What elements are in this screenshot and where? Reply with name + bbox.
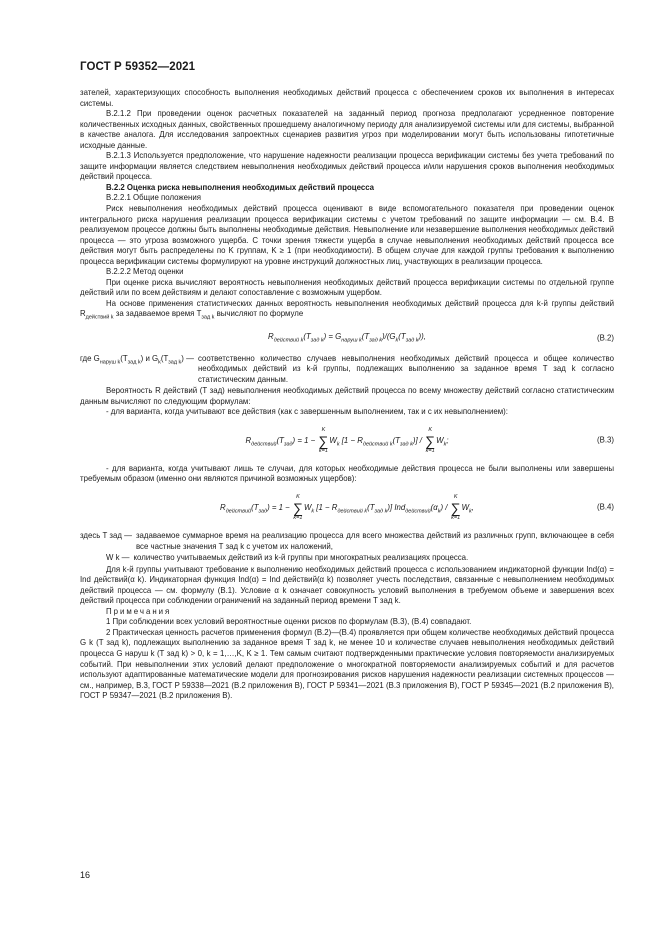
paragraph: - для варианта, когда учитывают лишь те случаи, для которых необходимые действия процесса не были выполнены или завершены требуемым образом (именно они являются причиной возможных ущербов): — [80, 463, 614, 484]
note-item: 2 Практическая ценность расчетов применения формул (В.2)—(В.4) проявляется при общем количестве необходимых действий процесса G k (T зад k), подлежащих выполнению за заданное время T зад k, не менее 10 и количестве случаев невыполнения необходимых действий процесса G наруш k (T зад k) > 0, k = 1,…,K, K ≥ 1. Тем самым считают подтвержденными практические условия повторяемости анализируемых событий. При невыполнении этих условий делают предположение о многократной повторяемости анализируемых событий и для расчетов используют адаптированные математические модели для прогнозирования рисков нарушения надежности реализации системных процессов — см., например, В.3, ГОСТ Р 59338—2021 (В.2 приложения В), ГОСТ Р 59341—2021 (В.3 приложения В), ГОСТ Р 59345—2021 (В.2 приложения В), ГОСТ Р 59347—2021 (В.2 приложения В). — [80, 627, 614, 701]
definition-term: здесь T зад — — [80, 530, 132, 540]
paragraph: Вероятность R действий (T зад) невыполнения необходимых действий процесса по всему множеству действий согласно статистическим данным вычисляют по следующим формулам: — [80, 386, 614, 406]
definition-row — [80, 553, 614, 564]
paragraph: зателей, характеризующих способность выполнения необходимых действий процесса с обеспечением сроков их выполнения в интересах системы. — [80, 88, 614, 108]
formula-b2 — [80, 327, 614, 351]
paragraph — [80, 299, 614, 324]
definition-row — [80, 531, 614, 552]
sum-symbol: K ∑ k=1 — [292, 493, 303, 521]
definition-term: где $G_{наруш k}(T_{зад k})$ и $G_k(T_{зад k})$ — — [80, 353, 194, 366]
definition-text: соответственно количество случаев невыполнения необходимых действий процесса и общее количество необходимых действий из k-й группы, подлежащих выполнению за заданное время T зад k согласно статистическим данным. — [197, 353, 614, 384]
paragraph: Для k-й группы учитывают требование к выполнению необходимых действий процесса с использованием индикаторной функции Ind(α) = Ind действий(α k). Индикаторная функция Ind(α) = Ind действий(α k) позволяет учесть последствия, связанные с невыполнением необходимых действий процесса — см. формулу (В.1). Условие α k означает совокупность условий выполнения в требуемом объеме и завершения всех действий процесса при соблюдении ограничений на заданный период времени T зад k. — [80, 564, 614, 606]
formula-number: (В.4) — [597, 502, 614, 512]
sum-symbol: K ∑ k=1 — [425, 426, 436, 454]
paragraph: Риск невыполнения необходимых действий процесса оценивают в виде вспомогательного показателя при проведении оценок интегрального риска нарушения реализации процесса верификации системы с учетом требований по защите информации — см. В.4. В реализуемом процессе должны быть выполнены необходимые действия. Невыполнение или незавершение выполнения необходимых действий процесса — это угроза возможного ущерба. С точки зрения тяжести ущерба в случае невыполнения необходимых действий процесса все действия могут быть распределены по K группам, K ≥ 1 (при необходимости). В общем случае для каждой группы требования к выполнению процесса верификации системы формулируют на уровне инструкций должностных лиц, участвующих в реализации процесса. — [80, 204, 614, 266]
note-item: 1 При соблюдении всех условий вероятностные оценки рисков по формулам (В.3), (В.4) совпадают. — [106, 617, 472, 627]
definition-row — [80, 354, 614, 386]
section-heading: В.2.2 Оценка риска невыполнения необходимых действий процесса — [106, 182, 375, 192]
paragraph: В.2.1.2 При проведении оценок расчетных показателей на заданный период прогноза предполагают усредненное повторение количественных исходных данных, свойственных прошедшему аналогичному периоду для анализируемой системы или для системы, выбранной в качестве аналога. Для исследования запроектных сценариев развития угроз при моделировании могут быть использованы гипотетичные исходные данные. — [80, 109, 614, 150]
notes-title: Примечания — [106, 606, 172, 616]
paragraph-text: за задаваемое время T — [113, 309, 202, 319]
document-body — [80, 88, 614, 702]
subsection-heading: В.2.2.2 Метод оценки — [106, 267, 184, 277]
paragraph: - для варианта, когда учитывают все действия (как с завершенным выполнением, так и с их невыполнением): — [106, 407, 508, 417]
paragraph-text: вычисляют по формуле — [214, 309, 304, 319]
definition-text: количество учитываемых действий из k-й группы при многократных реализациях процесса. — [133, 553, 469, 563]
subsection-heading: В.2.2.1 Общие положения — [106, 193, 201, 203]
formula-number: (В.2) — [597, 333, 614, 343]
formula-expression: $R_{действий k}(T_{зад k}) = G_{наруш k}(T_{зад k})/(G_k(T_{зад k}))$, — [268, 331, 426, 344]
sum-symbol: K ∑ k=1 — [318, 426, 329, 454]
formula-b3 — [80, 421, 614, 461]
document-header: ГОСТ Р 59352—2021 — [80, 61, 196, 73]
page-number: 16 — [80, 870, 91, 880]
formula-expression: $R_{действий}(T_{зад}) = 1$ − K ∑ k=1 $W_k$ $[1 - R_{действий k}(T_{зад k})]$ $Ind_{действий}(\alpha_k)$ / K ∑ k=1 $W_k$, — [220, 493, 474, 521]
paragraph: При оценке риска вычисляют вероятность невыполнения необходимых действий процесса верификации системы по отдельной группе действий или по всем действиям и делают сопоставление с возможным ущербом. — [80, 277, 614, 298]
sum-symbol: K ∑ k=1 — [450, 493, 461, 521]
definition-text: задаваемое суммарное время на реализацию процесса для всего множества действий из различных групп, включающее в себя все частные значения T зад k с учетом их наложений, — [135, 530, 614, 551]
definition-term: W k — — [106, 553, 130, 563]
subscript: действий k — [85, 315, 114, 322]
formula-expression: $R_{действий}(T_{зад}) = 1$ − K ∑ k=1 $W_k$ $[1 - R_{действий k}(T_{зад k})]$ / K ∑ k=1 $W_k$; — [245, 426, 449, 454]
formula-number: (В.3) — [597, 435, 614, 445]
paragraph-text: На основе применения статистических данных вероятность невыполнения необходимых действий процесса для k-й группы действий R — [80, 298, 614, 319]
paragraph: В.2.1.3 Используется предположение, что нарушение надежности реализации процесса верификации системы без учета требований по защите информации является следствием невыполнения необходимых действий процесса и/или нарушения сроков выполнения необходимых действий процесса. — [80, 151, 614, 182]
subscript: зад k — [201, 315, 215, 322]
formula-b4 — [80, 488, 614, 528]
